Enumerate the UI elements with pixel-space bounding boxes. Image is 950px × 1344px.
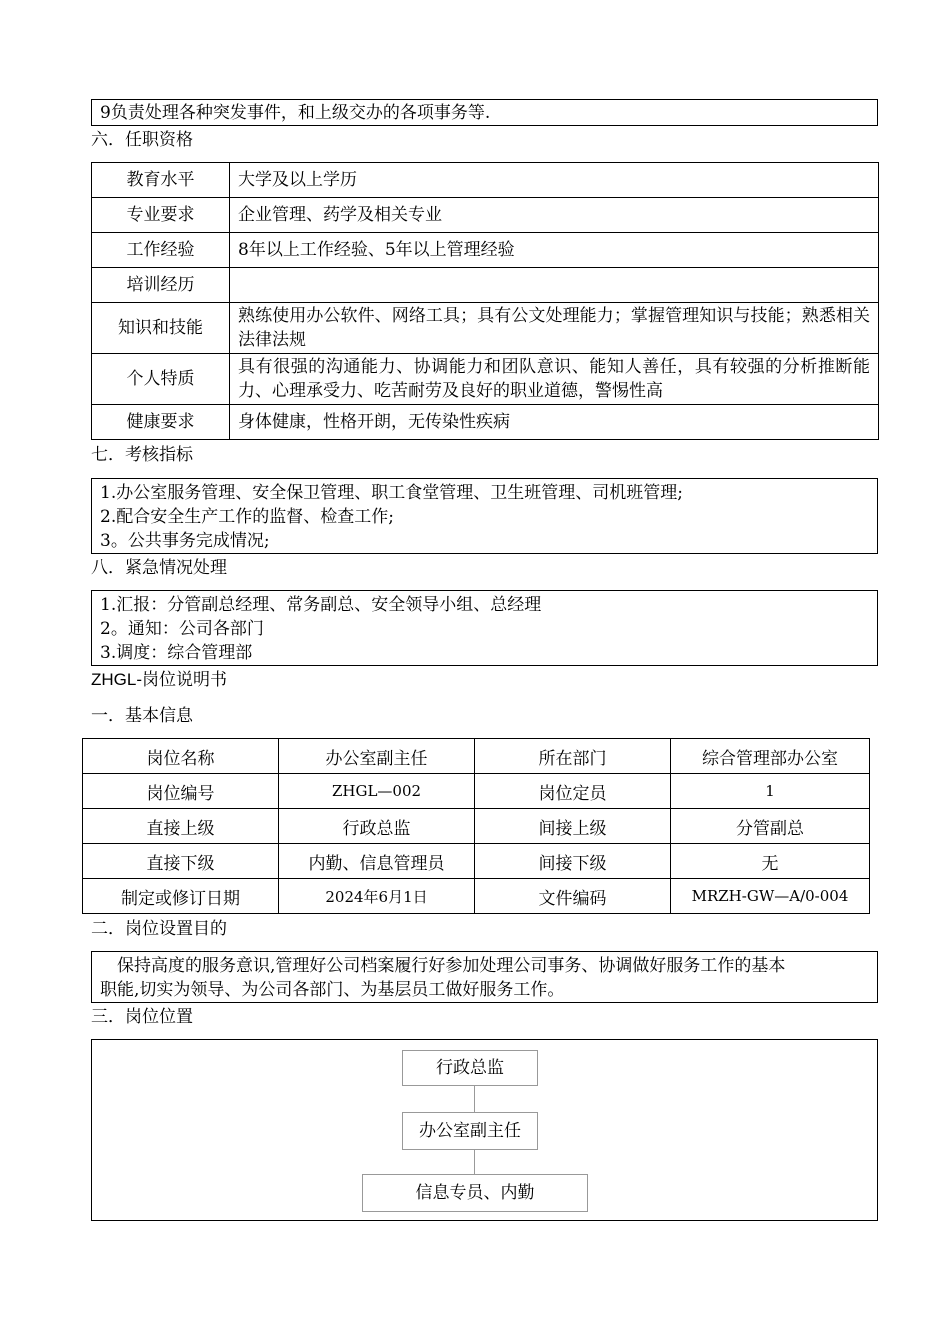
document-title: ZHGL-岗位说明书 [91,670,227,689]
duty-item-9: 9负责处理各种突发事件，和上级交办的各项事务等. [100,103,491,123]
info-cell: 岗位定员 [475,774,671,809]
table-row [83,774,870,809]
purpose-text-line: 保持高度的服务意识,管理好公司档案履行好参加处理公司事务、协调做好服务工作的基本 [117,956,786,976]
info-cell: 分管副总 [671,809,870,844]
purpose-text-line: 职能,切实为领导、为公司各部门、为基层员工做好服务工作。 [100,980,565,1000]
section2-heading: 二．岗位设置目的 [91,919,227,939]
emergency-item: 3.调度：综合管理部 [100,643,253,663]
qual-label: 专业要求 [92,198,230,233]
assessment-box [91,478,878,554]
info-cell: 文件编码 [475,879,671,914]
qual-value: 8年以上工作经验、5年以上管理经验 [230,233,879,268]
qual-value: 具有很强的沟通能力、协调能力和团队意识、能知人善任，具有较强的分析推断能力、心理承受力、吃苦耐劳及良好的职业道德，警惕性高 [230,354,879,405]
info-cell: 间接上级 [475,809,671,844]
emergency-box [91,590,878,666]
org-chart-box [91,1039,878,1221]
qualification-table [91,162,879,440]
info-cell: 直接下级 [83,844,279,879]
info-cell: 直接上级 [83,809,279,844]
qual-label: 培训经历 [92,268,230,303]
info-cell: 制定或修订日期 [83,879,279,914]
qual-label: 健康要求 [92,405,230,440]
qual-label: 知识和技能 [92,303,230,354]
org-node-middle: 办公室副主任 [402,1112,538,1150]
section8-heading: 八．紧急情况处理 [91,558,227,578]
emergency-item: 2。通知：公司各部门 [100,619,264,639]
section6-heading: 六．任职资格 [91,130,193,150]
qual-label: 教育水平 [92,163,230,198]
info-cell: 间接下级 [475,844,671,879]
info-cell: 岗位名称 [83,739,279,774]
qual-value: 熟练使用办公软件、网络工具；具有公文处理能力；掌握管理知识与技能；熟悉相关法律法规 [230,303,879,354]
assessment-item: 1.办公室服务管理、安全保卫管理、职工食堂管理、卫生班管理、司机班管理; [100,483,683,503]
info-cell: 所在部门 [475,739,671,774]
info-cell: 内勤、信息管理员 [279,844,475,879]
org-node-bottom: 信息专员、内勤 [362,1174,588,1212]
qual-value: 企业管理、药学及相关专业 [230,198,879,233]
info-cell: 行政总监 [279,809,475,844]
info-cell: 1 [671,774,870,809]
info-cell: 岗位编号 [83,774,279,809]
info-cell: 无 [671,844,870,879]
section3-heading: 三．岗位位置 [91,1007,193,1027]
qual-value [230,268,879,303]
info-cell: 2024年6月1日 [279,879,475,914]
purpose-box [91,951,878,1003]
qual-value: 身体健康，性格开朗，无传染性疾病 [230,405,879,440]
table-row [83,739,870,774]
table-row [83,809,870,844]
qual-label: 工作经验 [92,233,230,268]
org-connector [474,1086,475,1112]
table-row [83,879,870,914]
assessment-item: 3。公共事务完成情况; [100,531,270,551]
section7-heading: 七．考核指标 [91,445,193,465]
table-row [83,844,870,879]
info-cell: 办公室副主任 [279,739,475,774]
duty-box [91,99,878,126]
assessment-item: 2.配合安全生产工作的监督、检查工作; [100,507,394,527]
info-cell: 综合管理部办公室 [671,739,870,774]
info-cell: ZHGL—002 [279,774,475,809]
qual-label: 个人特质 [92,354,230,405]
org-connector [474,1150,475,1174]
emergency-item: 1.汇报：分管副总经理、常务副总、安全领导小组、总经理 [100,595,542,615]
info-cell: MRZH-GW—A/0-004 [671,879,870,914]
org-node-top: 行政总监 [402,1050,538,1086]
basic-info-table [82,738,870,914]
qual-value: 大学及以上学历 [230,163,879,198]
section1-heading: 一．基本信息 [91,706,193,726]
